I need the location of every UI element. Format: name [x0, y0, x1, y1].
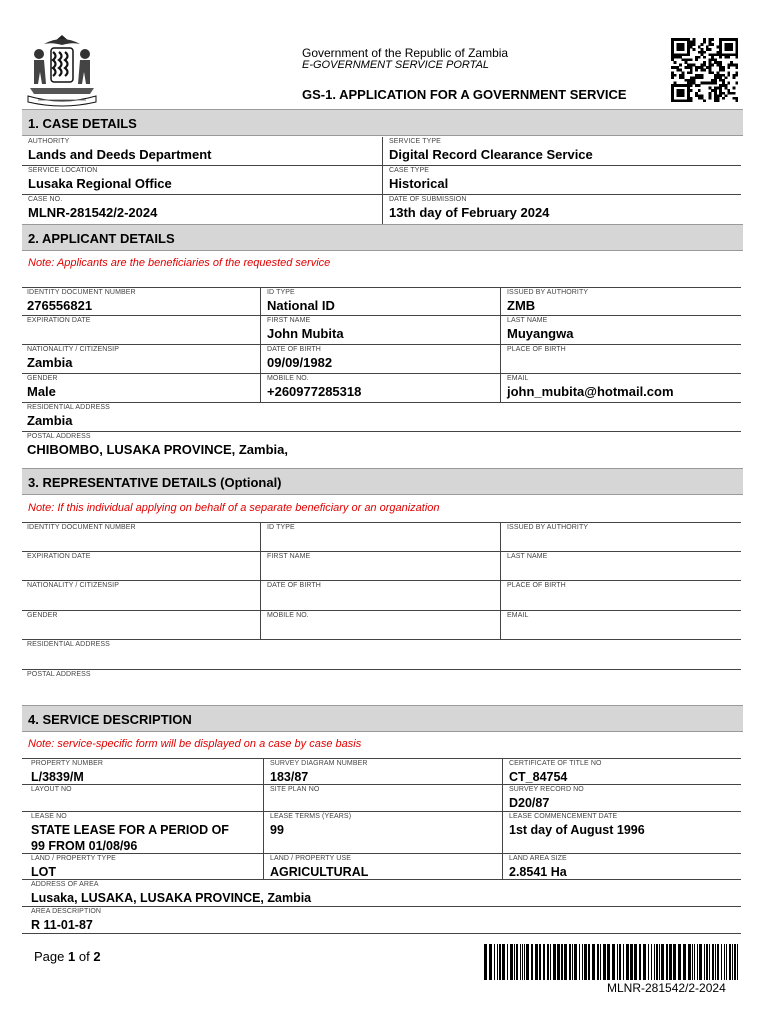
rep-row-3: [22, 581, 741, 611]
rep-row-2: [22, 552, 741, 581]
land-use-field: LAND / PROPERTY USE AGRICULTURAL: [263, 854, 502, 879]
section-representative-details: 3. REPRESENTATIVE DETAILS (Optional): [22, 468, 743, 495]
rep-expiry-field: EXPIRATION DATE: [27, 553, 91, 560]
page-indicator: Page 1 of 2: [34, 949, 101, 964]
applicant-row-1: [22, 287, 741, 316]
rep-row-4: [22, 611, 741, 640]
applicant-nationality-field: NATIONALITY / CITIZENSIP Zambia: [27, 346, 119, 370]
government-title: Government of the Republic of Zambia: [302, 46, 509, 60]
service-type-value: Digital Record Clearance Service: [389, 147, 593, 162]
layout-no-field: LAYOUT NO: [31, 786, 72, 793]
section-service-description: 4. SERVICE DESCRIPTION: [22, 705, 743, 732]
portal-name: E-GOVERNMENT SERVICE PORTAL: [302, 59, 490, 71]
service-row-5: [22, 880, 741, 907]
service-type-field: SERVICE TYPE Digital Record Clearance Service: [382, 137, 741, 165]
rep-email-field: EMAIL: [500, 611, 741, 639]
applicant-row-6: [22, 432, 741, 469]
service-row-3: [22, 812, 741, 854]
survey-record-field: SURVEY RECORD NO D20/87: [502, 785, 741, 811]
applicant-row-4: [22, 374, 741, 403]
lease-terms-field: LEASE TERMS (YEARS) 99: [263, 812, 502, 853]
applicant-gender-field: GENDER Male: [27, 375, 58, 399]
applicant-pob-field: PLACE OF BIRTH: [500, 345, 741, 373]
rep-id-no-field: IDENTITY DOCUMENT NUMBER: [27, 524, 136, 531]
rep-row-1: [22, 522, 741, 552]
service-row-2: [22, 785, 741, 812]
case-row-3: [22, 195, 741, 224]
case-type-value: Historical: [389, 176, 449, 191]
land-type-field: LAND / PROPERTY TYPE LOT: [31, 855, 116, 879]
service-note: Note: service-specific form will be displayed on a case by case basis: [28, 738, 362, 750]
applicant-postal-field: POSTAL ADDRESS CHIBOMBO, LUSAKA PROVINCE, Zambia,: [27, 433, 288, 457]
service-row-4: [22, 854, 741, 880]
submission-date-value: 13th day of February 2024: [389, 205, 550, 220]
applicant-row-5: [22, 403, 741, 432]
lease-no-field: LEASE NO STATE LEASE FOR A PERIOD OF 99 FROM 01/08/96: [31, 813, 229, 853]
lease-commencement-field: LEASE COMMENCEMENT DATE 1st day of August 1996: [502, 812, 741, 853]
applicant-email-field: EMAIL john_mubita@hotmail.com: [500, 374, 741, 402]
applicant-id-no-field: IDENTITY DOCUMENT NUMBER 276556821: [27, 289, 136, 313]
case-no-field: CASE NO. MLNR-281542/2-2024: [22, 195, 382, 224]
rep-row-5: [22, 640, 741, 670]
rep-nationality-field: NATIONALITY / CITIZENSIP: [27, 582, 119, 589]
area-address-field: ADDRESS OF AREA Lusaka, LUSAKA, LUSAKA PROVINCE, Zambia: [31, 881, 312, 905]
page-header: [0, 0, 768, 110]
applicant-row-3: [22, 345, 741, 374]
applicant-last-name-field: LAST NAME Muyangwa: [500, 316, 741, 344]
rep-mobile-field: MOBILE NO.: [260, 611, 500, 639]
submission-date-field: DATE OF SUBMISSION 13th day of February 2024: [382, 195, 741, 224]
representative-note: Note: If this individual applying on behalf of a separate beneficiary or an organization: [28, 502, 440, 514]
applicant-note: Note: Applicants are the beneficiaries of the requested service: [28, 257, 331, 269]
rep-dob-field: DATE OF BIRTH: [260, 581, 500, 610]
form-title: GS-1. APPLICATION FOR A GOVERNMENT SERVICE: [302, 87, 627, 102]
land-area-field: LAND AREA SIZE 2.8541 Ha: [502, 854, 741, 879]
coat-of-arms-icon: [24, 32, 100, 108]
site-plan-field: SITE PLAN NO: [263, 785, 502, 811]
rep-row-6: [22, 670, 741, 706]
applicant-row-2: [22, 316, 741, 345]
applicant-mobile-field: MOBILE NO. +260977285318: [260, 374, 500, 402]
rep-issued-field: ISSUED BY AUTHORITY: [500, 523, 741, 551]
service-row-1: [22, 758, 741, 785]
case-row-2: [22, 166, 741, 195]
survey-diagram-field: SURVEY DIAGRAM NUMBER 183/87: [263, 759, 502, 784]
case-no-value: MLNR-281542/2-2024: [28, 205, 158, 220]
service-row-6: [22, 907, 741, 934]
rep-gender-field: GENDER: [27, 612, 58, 619]
barcode-icon: [482, 944, 740, 980]
certificate-title-field: CERTIFICATE OF TITLE NO CT_84754: [502, 759, 741, 784]
section-case-details: 1. CASE DETAILS: [22, 109, 743, 136]
barcode-text: MLNR-281542/2-2024: [607, 981, 726, 995]
authority-field: AUTHORITY Lands and Deeds Department: [22, 137, 382, 165]
applicant-dob-field: DATE OF BIRTH 09/09/1982: [260, 345, 500, 373]
service-location-value: Lusaka Regional Office: [28, 176, 172, 191]
applicant-first-name-field: FIRST NAME John Mubita: [260, 316, 500, 344]
qr-code-icon: [671, 38, 738, 102]
rep-last-name-field: LAST NAME: [500, 552, 741, 580]
authority-value: Lands and Deeds Department: [28, 147, 212, 162]
rep-postal-field: POSTAL ADDRESS: [27, 671, 91, 678]
rep-id-type-field: ID TYPE: [260, 523, 500, 551]
applicant-residential-field: RESIDENTIAL ADDRESS Zambia: [27, 404, 110, 428]
rep-pob-field: PLACE OF BIRTH: [500, 581, 741, 610]
rep-first-name-field: FIRST NAME: [260, 552, 500, 580]
case-row-1: [22, 137, 741, 166]
area-description-field: AREA DESCRIPTION R 11-01-87: [31, 908, 102, 932]
applicant-issued-field: ISSUED BY AUTHORITY ZMB: [500, 288, 741, 315]
service-location-field: SERVICE LOCATION Lusaka Regional Office: [22, 166, 382, 194]
applicant-expiry-field: EXPIRATION DATE: [27, 317, 91, 324]
case-type-field: CASE TYPE Historical: [382, 166, 741, 194]
rep-residential-field: RESIDENTIAL ADDRESS: [27, 641, 110, 648]
property-number-field: PROPERTY NUMBER L/3839/M: [31, 760, 104, 784]
section-applicant-details: 2. APPLICANT DETAILS: [22, 224, 743, 251]
applicant-id-type-field: ID TYPE National ID: [260, 288, 500, 315]
